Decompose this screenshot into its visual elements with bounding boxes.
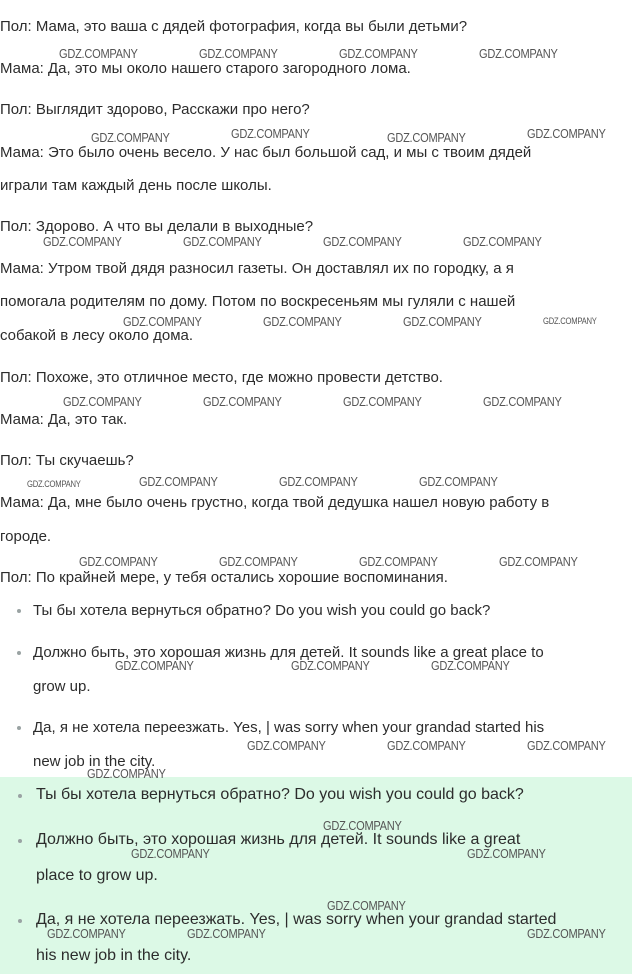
dialogue-line: играли там каждый день после школы. bbox=[0, 177, 272, 194]
list-item bbox=[0, 711, 632, 779]
dialogue-line: Пол: По крайней мере, у тебя остались хорошие воспоминания. bbox=[0, 569, 448, 586]
watermark: GDZ.COMPANY bbox=[247, 738, 326, 753]
watermark: GDZ.COMPANY bbox=[527, 926, 606, 941]
dialogue-line: помогала родителям по дому. Потом по воскресеньям мы гуляли с нашей bbox=[0, 293, 516, 310]
watermark: GDZ.COMPANY bbox=[431, 658, 510, 673]
dialogue-line: Пол: Мама, это ваша с дядей фотография, когда вы были детьми? bbox=[0, 18, 468, 35]
list-item bbox=[0, 594, 632, 628]
list-item-text: Да, я не хотела переезжать. Yes, | was sorry when your grandad started his bbox=[33, 719, 545, 736]
watermark: GDZ.COMPANY bbox=[47, 926, 126, 941]
watermark: GDZ.COMPANY bbox=[339, 46, 418, 61]
watermark: GDZ.COMPANY bbox=[59, 46, 138, 61]
dialogue-line: Пол: Ты скучаешь? bbox=[0, 452, 134, 469]
bullet-dot bbox=[17, 726, 21, 730]
watermark: GDZ.COMPANY bbox=[419, 474, 498, 489]
watermark: GDZ.COMPANY bbox=[231, 126, 310, 141]
watermark: GDZ.COMPANY bbox=[327, 898, 406, 913]
watermark: GDZ.COMPANY bbox=[115, 658, 194, 673]
list-item bbox=[0, 777, 632, 813]
bullet-dot bbox=[18, 919, 22, 923]
list-item bbox=[0, 822, 632, 894]
watermark: GDZ.COMPANY bbox=[403, 314, 482, 329]
watermark: GDZ.COMPANY bbox=[323, 234, 402, 249]
watermark: GDZ.COMPANY bbox=[79, 554, 158, 569]
watermark: GDZ.COMPANY bbox=[387, 130, 466, 145]
dialogue-line: Мама: Утром твой дядя разносил газеты. Он доставлял их по городку, а я bbox=[0, 260, 514, 277]
list-item-text: his new job in the city. bbox=[36, 947, 192, 964]
list-item-text: new job in the city. bbox=[33, 753, 156, 770]
watermark: GDZ.COMPANY bbox=[483, 394, 562, 409]
watermark: GDZ.COMPANY bbox=[527, 738, 606, 753]
list-item-text: Должно быть, это хорошая жизнь для детей. It sounds like a great place to bbox=[33, 644, 544, 661]
watermark: GDZ.COMPANY bbox=[187, 926, 266, 941]
dialogue-line: Мама: Да, мне было очень грустно, когда твой дедушка нашел новую работу в bbox=[0, 494, 550, 511]
watermark: GDZ.COMPANY bbox=[543, 316, 597, 326]
watermark: GDZ.COMPANY bbox=[263, 314, 342, 329]
list-item-text: place to grow up. bbox=[36, 867, 158, 884]
bullet-dot bbox=[18, 839, 22, 843]
watermark: GDZ.COMPANY bbox=[387, 738, 466, 753]
watermark: GDZ.COMPANY bbox=[467, 846, 546, 861]
watermark: GDZ.COMPANY bbox=[463, 234, 542, 249]
watermark: GDZ.COMPANY bbox=[63, 394, 142, 409]
bullet-dot bbox=[17, 651, 21, 655]
dialogue-line: Мама: Да, это мы около нашего старого загородного лома. bbox=[0, 60, 411, 77]
watermark: GDZ.COMPANY bbox=[291, 658, 370, 673]
bullet-dot bbox=[17, 609, 21, 613]
watermark: GDZ.COMPANY bbox=[323, 818, 402, 833]
watermark: GDZ.COMPANY bbox=[183, 234, 262, 249]
list-item-text: Ты бы хотела вернуться обратно? Do you wish you could go back? bbox=[36, 786, 524, 803]
dialogue-line: Мама: Это было очень весело. У нас был большой сад, и мы с твоим дядей bbox=[0, 144, 532, 161]
dialogue-line: собакой в лесу около дома. bbox=[0, 327, 194, 344]
dialogue-line: Мама: Да, это так. bbox=[0, 411, 128, 428]
bullet-dot bbox=[18, 794, 22, 798]
dialogue-line: городе. bbox=[0, 528, 52, 545]
watermark: GDZ.COMPANY bbox=[499, 554, 578, 569]
watermark: GDZ.COMPANY bbox=[219, 554, 298, 569]
dialogue-line: Пол: Здорово. А что вы делали в выходные? bbox=[0, 218, 314, 235]
list-item-text: Ты бы хотела вернуться обратно? Do you wish you could go back? bbox=[33, 602, 491, 619]
list-item-text: Да, я не хотела переезжать. Yes, | was sorry when your grandad started bbox=[36, 911, 557, 928]
watermark: GDZ.COMPANY bbox=[279, 474, 358, 489]
dialogue-line: Пол: Выглядит здорово, Расскажи про него? bbox=[0, 101, 310, 118]
watermark: GDZ.COMPANY bbox=[43, 234, 122, 249]
watermark: GDZ.COMPANY bbox=[139, 474, 218, 489]
list-item bbox=[0, 902, 632, 974]
watermark: GDZ.COMPANY bbox=[359, 554, 438, 569]
list-item bbox=[0, 636, 632, 704]
watermark: GDZ.COMPANY bbox=[123, 314, 202, 329]
list-item-text: Должно быть, это хорошая жизнь для детей. It sounds like a great bbox=[36, 831, 521, 848]
dialogue-line: Пол: Похоже, это отличное место, где можно провести детство. bbox=[0, 369, 443, 386]
watermark: GDZ.COMPANY bbox=[479, 46, 558, 61]
watermark: GDZ.COMPANY bbox=[527, 126, 606, 141]
watermark: GDZ.COMPANY bbox=[91, 130, 170, 145]
watermark: GDZ.COMPANY bbox=[343, 394, 422, 409]
watermark: GDZ.COMPANY bbox=[131, 846, 210, 861]
watermark: GDZ.COMPANY bbox=[87, 766, 166, 781]
list-item-text: grow up. bbox=[33, 678, 91, 695]
watermark: GDZ.COMPANY bbox=[199, 46, 278, 61]
watermark: GDZ.COMPANY bbox=[27, 479, 81, 489]
watermark: GDZ.COMPANY bbox=[203, 394, 282, 409]
